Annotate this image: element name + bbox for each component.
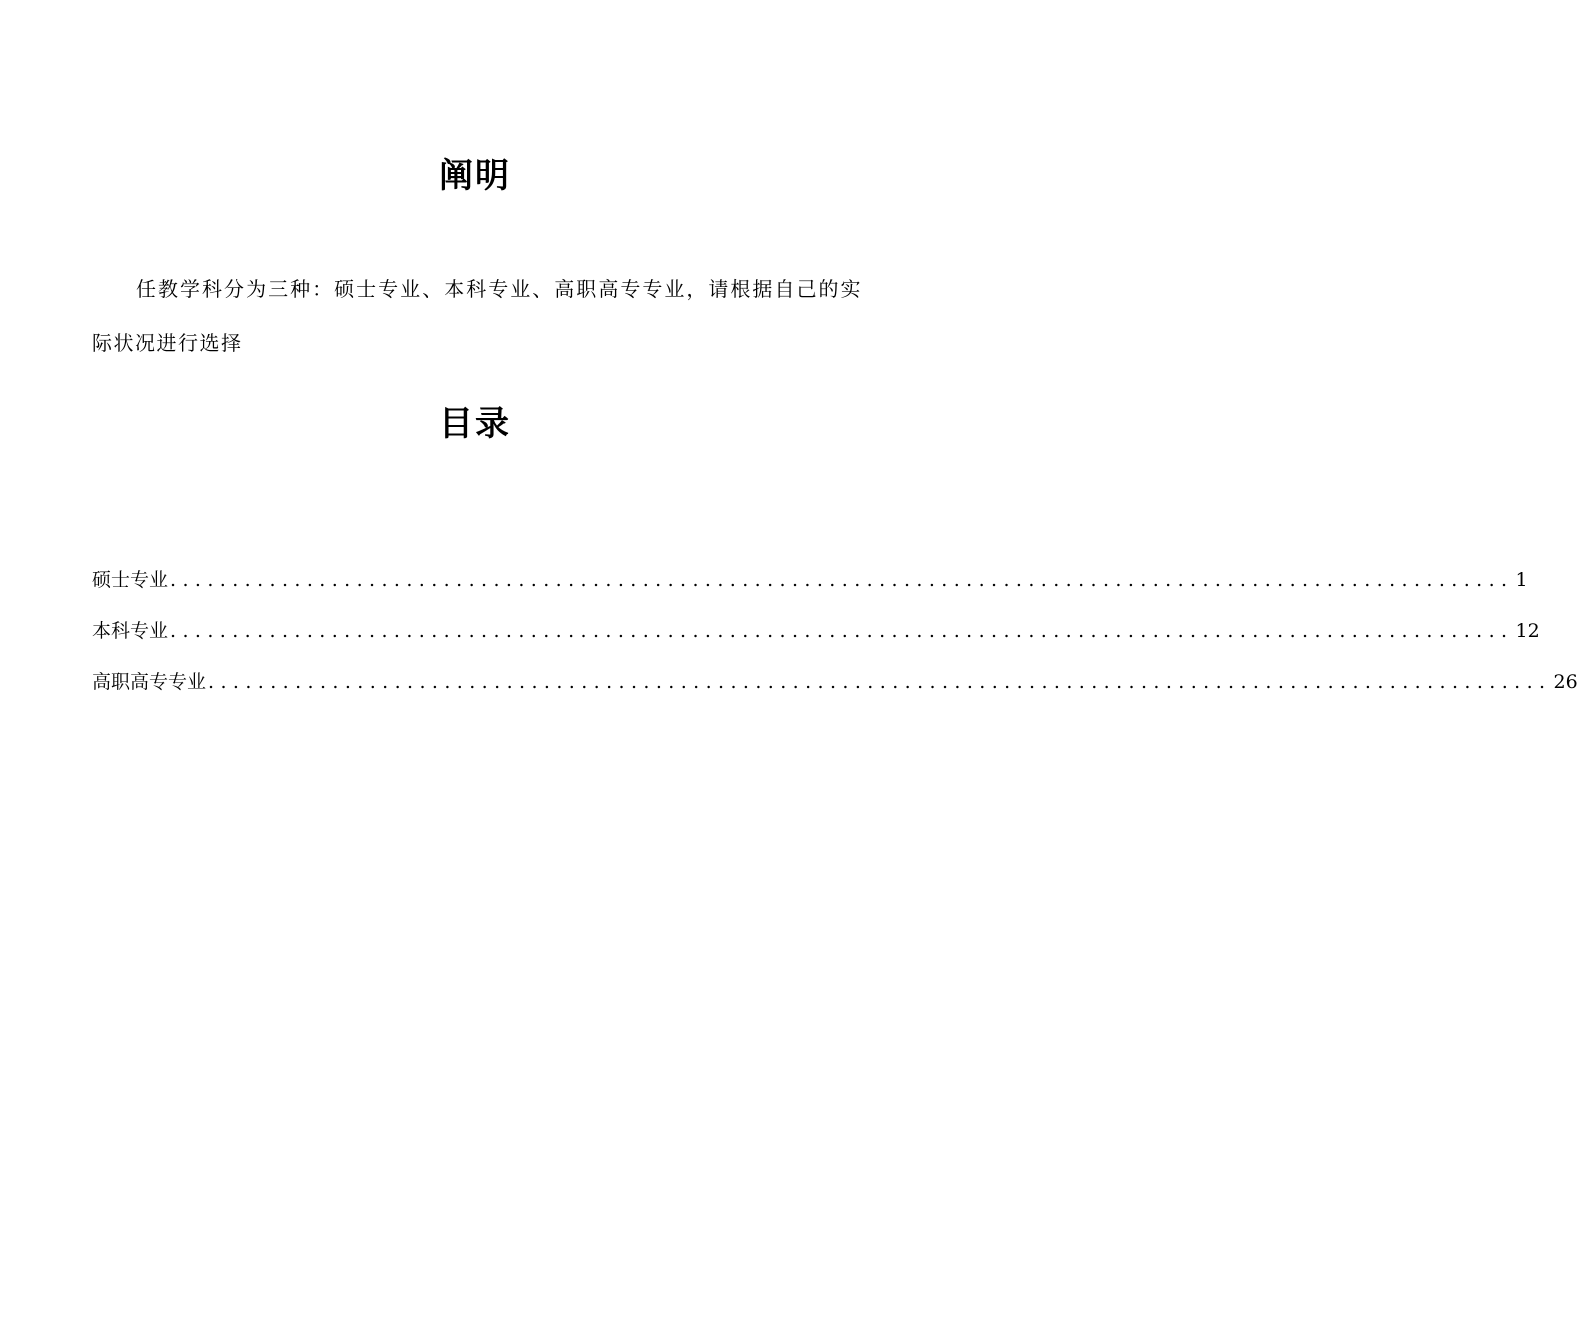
toc-entry-page-number: 26	[1553, 671, 1578, 693]
toc-entry-label: 高职高专专业	[92, 671, 207, 693]
toc-entry-master[interactable]	[92, 560, 1528, 611]
toc-entry-page-number: 1	[1515, 569, 1528, 591]
toc-entry-label: 硕士专业	[92, 569, 169, 591]
toc-entry-label: 本科专业	[92, 620, 169, 642]
explanation-paragraph: 任教学科分为三种：硕士专业、本科专业、高职高专专业，请根据自己的实际状况进行选择	[92, 277, 862, 355]
toc-entry-page-number: 12	[1515, 620, 1540, 642]
toc-dot-leader: ............................................................................................................	[170, 620, 1514, 642]
explanation-heading: 阐明	[439, 156, 511, 196]
toc-dot-leader: ............................................................................................................	[208, 671, 1552, 693]
toc-heading: 目录	[439, 404, 511, 444]
toc-entry-undergraduate[interactable]	[92, 611, 1540, 662]
table-of-contents	[92, 560, 1578, 713]
toc-dot-leader: ............................................................................................................	[170, 569, 1514, 591]
toc-entry-vocational[interactable]	[92, 662, 1578, 713]
